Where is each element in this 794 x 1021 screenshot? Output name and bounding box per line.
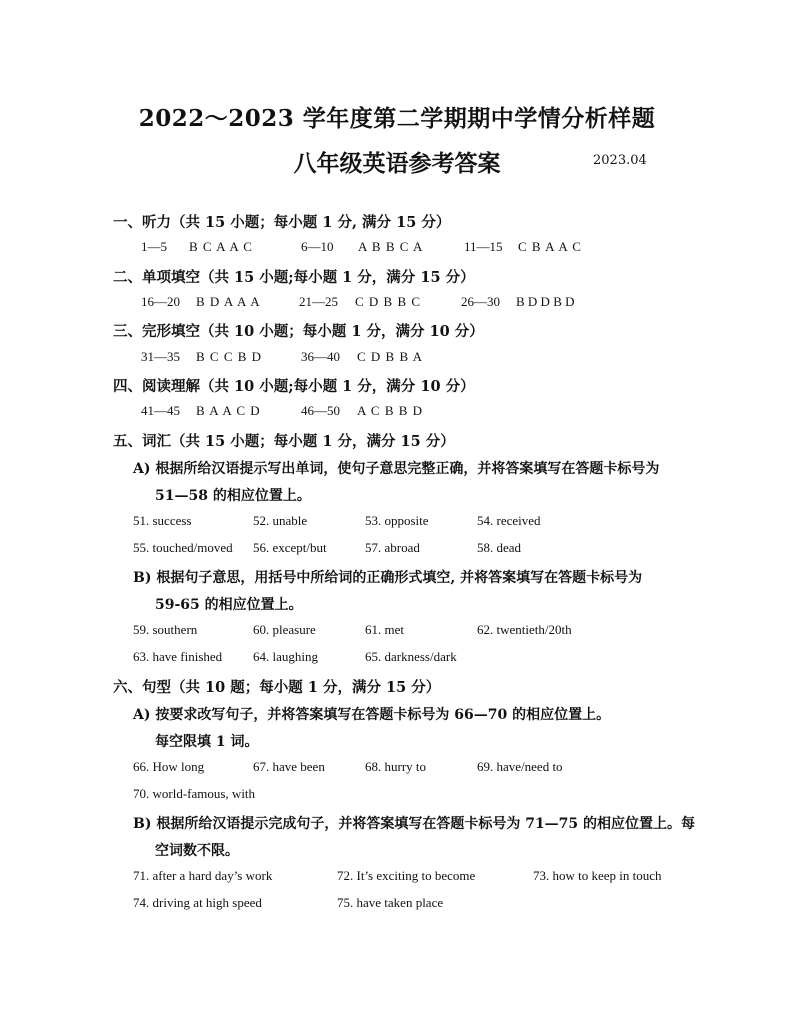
answer-item: 72. It’s exciting to become [337,868,476,883]
answer-range: 31—35 [141,349,180,364]
answer-item: 60. pleasure [253,622,316,637]
answer-item: 57. abroad [365,540,420,555]
answer-range: 21—25 [299,294,338,309]
instruction-line: A) 根据所给汉语提示写出单词，使句子意思完整正确，并将答案填写在答题卡标号为 [133,461,660,477]
section-heading-vocabulary: 五、词汇（共 15 小题；每小题 1 分，满分 15 分） [113,433,455,450]
answer-range: 41—45 [141,403,180,418]
instruction-line: 每空限填 1 词。 [155,734,259,750]
answer-item: 66. How long [133,759,205,774]
answer-item: 59. southern [133,622,198,637]
instruction-line: 空词数不限。 [155,843,239,859]
answer-range: 16—20 [141,294,180,309]
answer-letters: C D B B A [357,349,424,364]
answer-item: 62. twentieth/20th [477,622,572,637]
answer-item: 70. world-famous, with [133,786,256,801]
answer-range: 36—40 [301,349,340,364]
answer-range: 46—50 [301,403,340,418]
answer-item: 69. have/need to [477,759,563,774]
answer-item: 61. met [365,622,404,637]
answer-letters: B C C B D [196,349,263,364]
subtitle-row [0,145,794,175]
section-heading-sentence-patterns: 六、句型（共 10 题；每小题 1 分，满分 15 分） [113,679,441,696]
page-subtitle: 八年级英语参考答案 [293,150,501,177]
answer-letters: B C A A C [189,239,253,254]
answer-item: 71. after a hard day’s work [133,868,273,883]
answer-letters: C B A A C [518,239,582,254]
section-heading-cloze: 三、完形填空（共 10 小题；每小题 1 分，满分 10 分） [113,323,484,340]
answer-item: 67. have been [253,759,325,774]
answer-item: 56. except/but [253,540,327,555]
section-heading-single-choice: 二、单项填空（共 15 小题;每小题 1 分，满分 15 分） [113,269,475,286]
answer-item: 75. have taken place [337,895,444,910]
answer-item: 68. hurry to [365,759,427,774]
instruction-line: B) 根据所给汉语提示完成句子，并将答案填写在答题卡标号为 71—75 的相应位置上。每 [133,816,696,832]
answer-item: 65. darkness/dark [365,649,457,664]
answer-item: 53. opposite [365,513,429,528]
answer-item: 55. touched/moved [133,540,233,555]
answer-letters: A C B B D [357,403,424,418]
answer-letters: B D D B D [516,294,575,309]
page-title: 2022～2023 学年度第二学期期中学情分析样题 [138,105,656,132]
instruction-line: 59-65 的相应位置上。 [155,597,303,613]
instruction-line: 51—58 的相应位置上。 [155,488,311,504]
answer-range: 26—30 [461,294,500,309]
answer-item: 64. laughing [253,649,318,664]
answer-letters: A B B C A [358,239,424,254]
answer-item: 63. have finished [133,649,223,664]
answer-item: 51. success [133,513,192,528]
section-heading-listening: 一、听力（共 15 小题；每小题 1 分, 满分 15 分） [113,214,451,231]
answer-item: 52. unable [253,513,308,528]
instruction-line: A) 按要求改写句子，并将答案填写在答题卡标号为 66—70 的相应位置上。 [133,707,611,723]
answer-item: 58. dead [477,540,522,555]
answer-range: 1—5 [141,239,167,254]
answer-letters: B A A C D [196,403,261,418]
answer-letters: B D A A A [196,294,261,309]
section-heading-reading: 四、阅读理解（共 10 小题;每小题 1 分，满分 10 分） [113,378,475,395]
answer-item: 54. received [477,513,541,528]
answer-item: 74. driving at high speed [133,895,262,910]
answer-range: 11—15 [464,239,503,254]
instruction-line: B) 根据句子意思，用括号中所给词的正确形式填空, 并将答案填写在答题卡标号为 [133,570,643,586]
answer-item: 73. how to keep in touch [533,868,662,883]
answer-range: 6—10 [301,239,334,254]
answer-letters: C D B B C [355,294,422,309]
document-date: 2023.04 [593,153,647,168]
